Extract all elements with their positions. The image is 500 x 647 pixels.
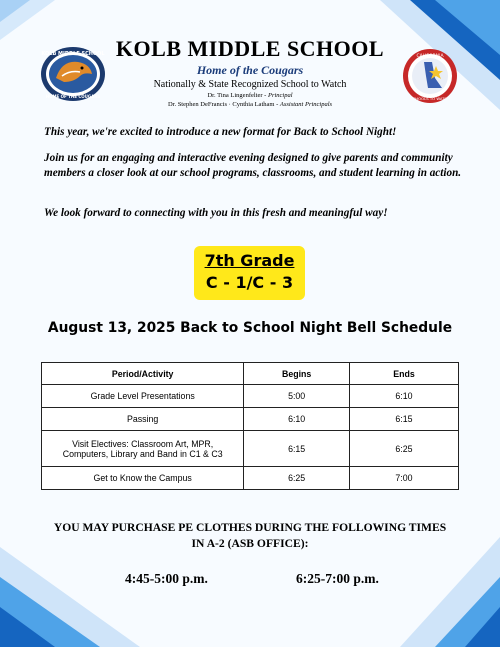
intro-paragraph-1: This year, we're excited to introduce a new format for Back to School Night! (44, 126, 397, 138)
schedule-title: August 13, 2025 Back to School Night Bell Schedule (47, 320, 453, 336)
table-row (42, 385, 459, 408)
row-ends: 6:15 (349, 408, 458, 431)
recognition-line: Nationally & State Recognized School to Watch (153, 79, 347, 90)
grade-highlight-box (194, 246, 305, 300)
row-begins: 6:15 (244, 431, 350, 467)
left-logo-bottom-text: HOME OF THE COUGARS (45, 94, 101, 99)
school-name: KOLB MIDDLE SCHOOL (115, 36, 385, 61)
table-row (42, 408, 459, 431)
kolb-cougar-logo (40, 46, 106, 102)
principal-line: Dr. Tina Lingenfelter - Principal (207, 92, 293, 99)
pe-notice-line-2: IN A-2 (ASB OFFICE): (191, 537, 309, 550)
header-ends: Ends (349, 363, 458, 385)
row-activity (42, 431, 244, 467)
header-begins: Begins (244, 363, 350, 385)
table-row (42, 431, 459, 467)
table-row (42, 467, 459, 490)
intro-paragraph-2: Join us for an engaging and interactive evening designed to give parents and community members a closer look at our school programs, classrooms, and student learning in action. (44, 152, 462, 179)
header-period-activity: Period/Activity (42, 363, 244, 385)
school-tagline: Home of the Cougars (196, 63, 304, 77)
corner-decoration-bottom-left (0, 537, 150, 647)
row-activity-line-2: Computers, Library and Band in C1 & C3 (62, 448, 223, 459)
schools-to-watch-logo (402, 48, 458, 104)
school-header (110, 36, 390, 109)
row-activity: Grade Level Presentations (42, 385, 244, 408)
assistant-principals-title: Assistant Principals (279, 101, 333, 108)
pe-time-2: 6:25-7:00 p.m. (296, 571, 379, 586)
assistant-principals-names: Dr. Stephen DeFrancis · Cynthia Latham (167, 101, 275, 108)
intro-paragraph-3: We look forward to connecting with you in this fresh and meaningful way! (44, 207, 388, 219)
row-ends: 6:10 (349, 385, 458, 408)
principal-title: Principal (267, 92, 293, 99)
right-logo-bottom-text: SCHOOLS TO WATCH (410, 96, 450, 101)
pe-time-1: 4:45-5:00 p.m. (125, 571, 208, 586)
corner-decoration-bottom-right (400, 537, 500, 647)
row-activity-line-1: Visit Electives: Classroom Art, MPR, (72, 438, 214, 449)
row-ends: 6:25 (349, 431, 458, 467)
row-begins: 6:10 (244, 408, 350, 431)
row-ends: 7:00 (349, 467, 458, 490)
grade-title: 7th Grade (204, 251, 295, 270)
row-begins: 5:00 (244, 385, 350, 408)
grade-buildings: C - 1/C - 3 (205, 273, 294, 292)
row-begins: 6:25 (244, 467, 350, 490)
right-logo-top-text: CALIFORNIA (416, 54, 444, 59)
row-activity: Get to Know the Campus (42, 467, 244, 490)
pe-clothes-notice (40, 520, 460, 552)
table-header-row (42, 363, 459, 385)
row-activity: Passing (42, 408, 244, 431)
pe-notice-line-1: YOU MAY PURCHASE PE CLOTHES DURING THE FOLLOWING TIMES (53, 521, 447, 534)
left-logo-top-text: KOLB MIDDLE SCHOOL (41, 51, 105, 57)
bell-schedule-table (41, 362, 459, 490)
principal-name: Dr. Tina Lingenfelter (207, 92, 263, 99)
assistant-principals-line: Dr. Stephen DeFrancis · Cynthia Latham - Assistant Principals (167, 101, 333, 108)
